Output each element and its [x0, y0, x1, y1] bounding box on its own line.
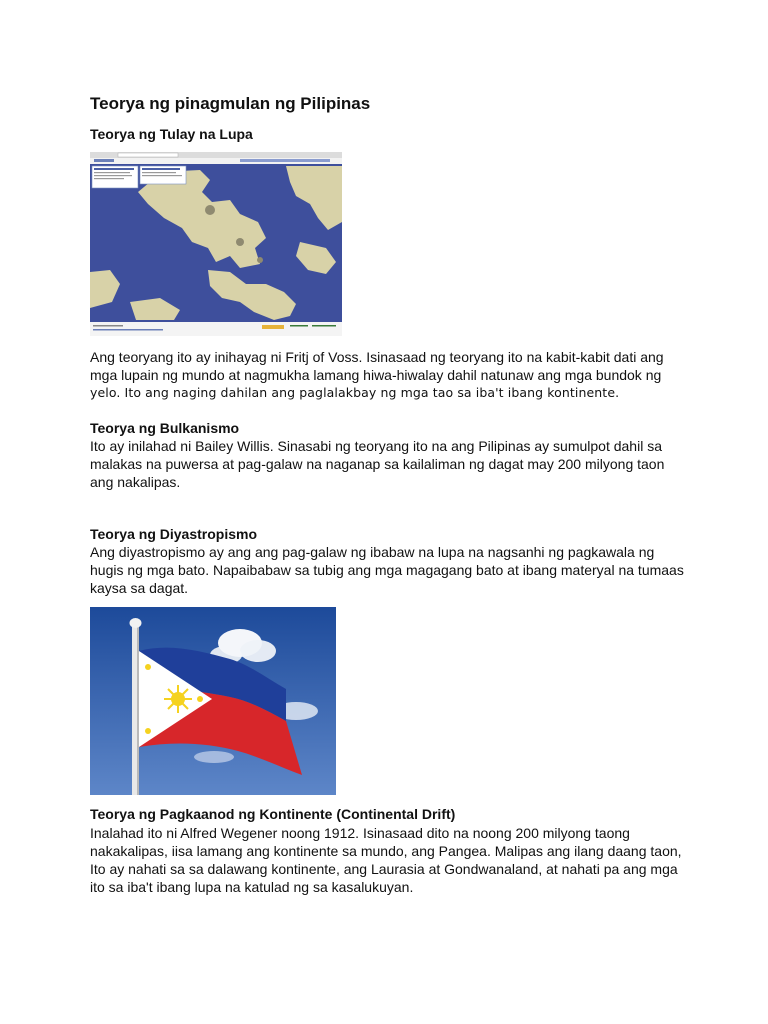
section-heading-continental-drift: Teorya ng Pagkaanod ng Kontinente (Continental Drift) [90, 806, 456, 822]
paragraph-line: Ito ay nahati sa sa dalawang kontinente, ang Laurasia at Gondwanaland, at nahati pa ang mga [90, 861, 678, 877]
page-title: Teorya ng pinagmulan ng Pilipinas [90, 94, 371, 113]
paragraph-line: mga lupain ng mundo at nagmukha lamang hiwa-hiwalay dahil natunaw ang mga bundok ng [90, 367, 662, 383]
section-heading-diyastropismo: Teorya ng Diyastropismo [90, 526, 258, 542]
paragraph-line: Ang teoryang ito ay inihayag ni Fritj of Voss. Isinasaad ng teoryang ito na kabit-kabit dati ang [90, 349, 664, 365]
section-paragraph-tulay-na-lupa [90, 348, 690, 402]
paragraph-line: ito sa iba't ibang lupa na katulad ng sa kasalukuyan. [90, 879, 414, 895]
section-heading-bulkanismo: Teorya ng Bulkanismo [90, 420, 240, 436]
section-paragraph-diyastropismo [90, 543, 690, 597]
paragraph-line: ang nakalipas. [90, 474, 181, 490]
philippine-flag-image [90, 607, 336, 795]
paragraph-line: yelo. Ito ang naging dahilan ang paglalakbay ng mga tao sa iba't ibang kontinente. [90, 385, 620, 400]
paragraph-line: Ito ay inilahad ni Bailey Willis. Sinasabi ng teoryang ito na ang Pilipinas ay sumulpot dahil sa [90, 438, 662, 454]
land-bridge-map-image [90, 152, 342, 336]
section-paragraph-continental-drift [90, 824, 690, 896]
paragraph-line: kaysa sa dagat. [90, 580, 189, 596]
paragraph-line: Inalahad ito ni Alfred Wegener noong 1912. Isinasaad dito na noong 200 milyong taong [90, 825, 630, 841]
paragraph-line: Ang diyastropismo ay ang ang pag-galaw ng ibabaw na lupa na nagsanhi ng pagkawala ng [90, 544, 655, 560]
paragraph-line: malakas na puwersa at pag-galaw na naganap sa kailaliman ng dagat may 200 milyong taon [90, 456, 665, 472]
section-heading-tulay-na-lupa: Teorya ng Tulay na Lupa [90, 126, 253, 142]
section-paragraph-bulkanismo [90, 437, 690, 491]
paragraph-line: nakakalipas, iisa lamang ang kontinente sa mundo, ang Pangea. Malipas ang ilang daang taon, [90, 843, 682, 859]
paragraph-line: hugis ng mga bato. Napaibabaw sa tubig ang mga magagang bato at ibang materyal na tumaas [90, 562, 684, 578]
